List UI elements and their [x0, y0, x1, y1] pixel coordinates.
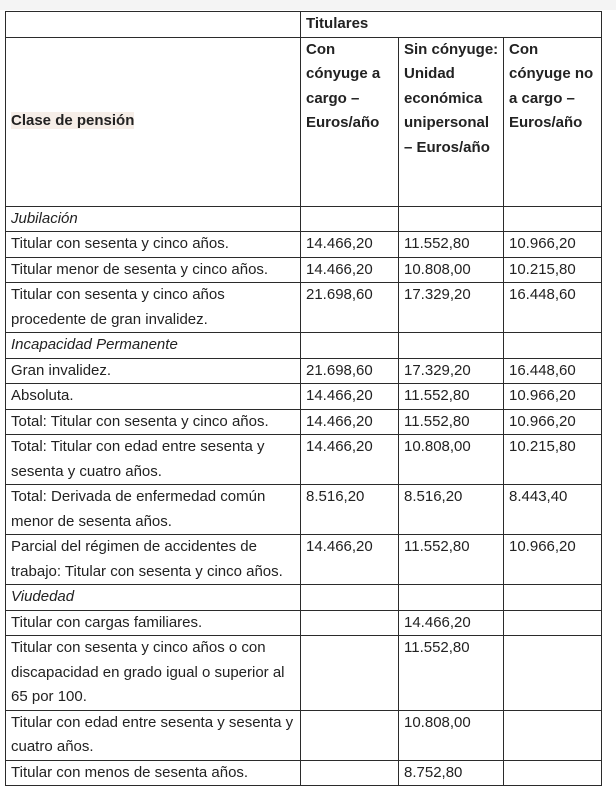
- row-label: Total: Derivada de enfermedad común menor de sesenta años.: [6, 485, 301, 535]
- section-title: Jubilación: [6, 206, 301, 232]
- header-empty-cell: [6, 12, 301, 38]
- header-con-conyuge-no-a-cargo: Con cónyuge no a cargo – Euros/año: [504, 37, 602, 206]
- empty-cell: [301, 206, 399, 232]
- value-con-conyuge-no-a-cargo: 10.966,20: [504, 535, 602, 585]
- header-row-columns: [6, 37, 602, 206]
- value-sin-conyuge: 11.552,80: [399, 409, 504, 435]
- empty-cell: [399, 333, 504, 359]
- row-label: Titular con cargas familiares.: [6, 610, 301, 636]
- value-con-conyuge-a-cargo: 14.466,20: [301, 257, 399, 283]
- value-con-conyuge-a-cargo: 21.698,60: [301, 358, 399, 384]
- value-sin-conyuge: 11.552,80: [399, 535, 504, 585]
- row-label: Titular con sesenta y cinco años procedente de gran invalidez.: [6, 283, 301, 333]
- value-con-conyuge-no-a-cargo: 16.448,60: [504, 358, 602, 384]
- value-sin-conyuge: 10.808,00: [399, 257, 504, 283]
- header-row-group: [6, 12, 602, 38]
- table-row: [6, 610, 602, 636]
- header-con-conyuge-a-cargo: Con cónyuge a cargo – Euros/año: [301, 37, 399, 206]
- empty-cell: [504, 333, 602, 359]
- table-row: [6, 358, 602, 384]
- value-con-conyuge-a-cargo: [301, 760, 399, 786]
- value-con-conyuge-a-cargo: 14.466,20: [301, 232, 399, 258]
- table-row: [6, 257, 602, 283]
- table-row: [6, 636, 602, 711]
- section-title: Viudedad: [6, 585, 301, 611]
- value-con-conyuge-a-cargo: 21.698,60: [301, 283, 399, 333]
- table-row: [6, 409, 602, 435]
- section-row-incapacidad: [6, 333, 602, 359]
- row-label: Titular menor de sesenta y cinco años.: [6, 257, 301, 283]
- value-con-conyuge-no-a-cargo: 10.966,20: [504, 232, 602, 258]
- empty-cell: [399, 585, 504, 611]
- row-label: Titular con edad entre sesenta y sesenta y cuatro años.: [6, 710, 301, 760]
- value-sin-conyuge: 11.552,80: [399, 636, 504, 711]
- row-label: Titular con sesenta y cinco años.: [6, 232, 301, 258]
- empty-cell: [301, 333, 399, 359]
- section-title: Incapacidad Permanente: [6, 333, 301, 359]
- value-sin-conyuge: 10.808,00: [399, 710, 504, 760]
- table-row: [6, 710, 602, 760]
- pension-table: [5, 11, 602, 786]
- section-row-viudedad: [6, 585, 602, 611]
- row-label: Total: Titular con edad entre sesenta y sesenta y cuatro años.: [6, 435, 301, 485]
- header-clase-label: Clase de pensión: [11, 112, 135, 130]
- value-sin-conyuge: 8.516,20: [399, 485, 504, 535]
- value-con-conyuge-no-a-cargo: 10.966,20: [504, 384, 602, 410]
- value-con-conyuge-a-cargo: 14.466,20: [301, 409, 399, 435]
- value-con-conyuge-no-a-cargo: [504, 760, 602, 786]
- row-label: Gran invalidez.: [6, 358, 301, 384]
- value-sin-conyuge: 17.329,20: [399, 358, 504, 384]
- value-con-conyuge-no-a-cargo: 10.215,80: [504, 257, 602, 283]
- value-con-conyuge-a-cargo: [301, 610, 399, 636]
- empty-cell: [301, 585, 399, 611]
- value-con-conyuge-a-cargo: 8.516,20: [301, 485, 399, 535]
- header-clase-de-pension: [6, 37, 301, 206]
- value-con-conyuge-a-cargo: 14.466,20: [301, 435, 399, 485]
- value-con-conyuge-no-a-cargo: [504, 710, 602, 760]
- value-sin-conyuge: 10.808,00: [399, 435, 504, 485]
- row-label: Titular con sesenta y cinco años o con discapacidad en grado igual o superior al 65 por 100.: [6, 636, 301, 711]
- value-con-conyuge-a-cargo: 14.466,20: [301, 535, 399, 585]
- table-row: [6, 535, 602, 585]
- table-row: [6, 283, 602, 333]
- empty-cell: [504, 585, 602, 611]
- value-con-conyuge-no-a-cargo: 16.448,60: [504, 283, 602, 333]
- value-sin-conyuge: 11.552,80: [399, 384, 504, 410]
- value-con-conyuge-no-a-cargo: [504, 610, 602, 636]
- table-row: [6, 435, 602, 485]
- row-label: Absoluta.: [6, 384, 301, 410]
- value-sin-conyuge: 14.466,20: [399, 610, 504, 636]
- table-row: [6, 232, 602, 258]
- header-sin-conyuge: Sin cónyuge: Unidad económica unipersonal – Euros/año: [399, 37, 504, 206]
- empty-cell: [399, 206, 504, 232]
- table-row: [6, 485, 602, 535]
- value-sin-conyuge: 17.329,20: [399, 283, 504, 333]
- value-sin-conyuge: 11.552,80: [399, 232, 504, 258]
- value-sin-conyuge: 8.752,80: [399, 760, 504, 786]
- row-label: Titular con menos de sesenta años.: [6, 760, 301, 786]
- row-label: Parcial del régimen de accidentes de trabajo: Titular con sesenta y cinco años.: [6, 535, 301, 585]
- header-titulares: Titulares: [301, 12, 602, 38]
- value-con-conyuge-a-cargo: [301, 710, 399, 760]
- value-con-conyuge-no-a-cargo: [504, 636, 602, 711]
- table-body: [6, 12, 602, 786]
- value-con-conyuge-a-cargo: 14.466,20: [301, 384, 399, 410]
- value-con-conyuge-a-cargo: [301, 636, 399, 711]
- table-row: [6, 760, 602, 786]
- row-label: Total: Titular con sesenta y cinco años.: [6, 409, 301, 435]
- value-con-conyuge-no-a-cargo: 10.966,20: [504, 409, 602, 435]
- table-row: [6, 384, 602, 410]
- value-con-conyuge-no-a-cargo: 8.443,40: [504, 485, 602, 535]
- section-row-jubilacion: [6, 206, 602, 232]
- top-bar: [0, 0, 616, 10]
- empty-cell: [504, 206, 602, 232]
- value-con-conyuge-no-a-cargo: 10.215,80: [504, 435, 602, 485]
